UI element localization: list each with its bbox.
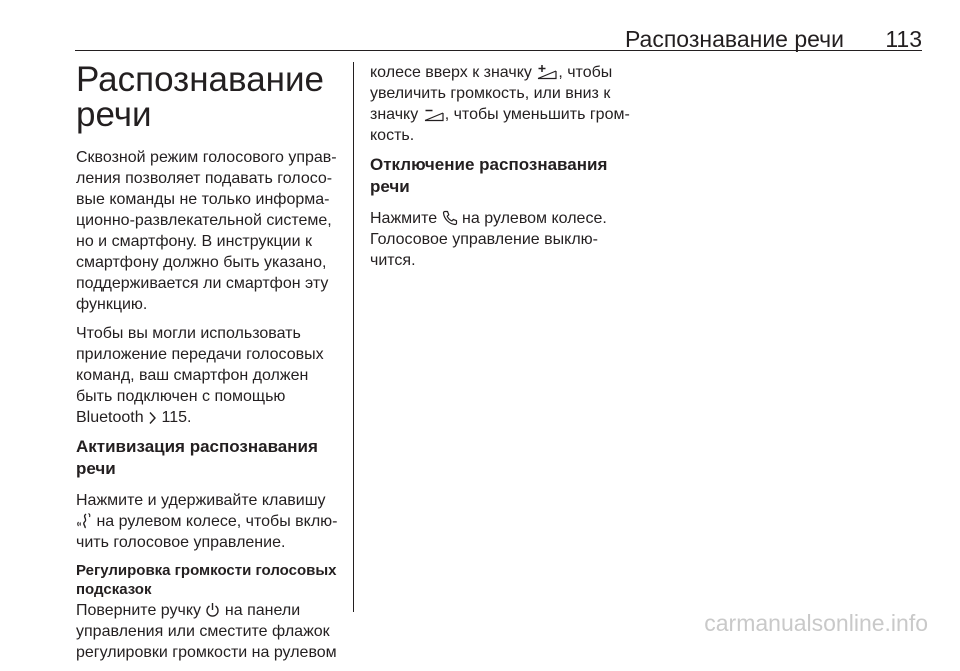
bt-line: Чтобы вы могли использовать bbox=[76, 325, 301, 342]
intro-line: но и смартфону. В инструкции к bbox=[76, 233, 312, 250]
bt-line: команд, ваш смартфон должен bbox=[76, 367, 309, 384]
volume-line: регулировки громкости на рулевом bbox=[76, 644, 337, 661]
activation-line-text: на рулевом колесе, чтобы вклю- bbox=[96, 513, 338, 530]
header-rule bbox=[75, 50, 922, 51]
heading-line: Активизация распознавания bbox=[76, 437, 318, 456]
bluetooth-page-ref[interactable]: 115. bbox=[161, 409, 192, 426]
activation-line: Нажмите и удерживайте клавишу bbox=[76, 492, 326, 509]
cont-line bbox=[370, 104, 645, 125]
section-title bbox=[76, 62, 344, 132]
volume-line bbox=[76, 600, 344, 621]
page-header bbox=[0, 0, 960, 60]
off-paragraph bbox=[370, 208, 645, 271]
heading-line: речи bbox=[76, 459, 116, 478]
cont-line bbox=[370, 62, 645, 83]
volume-line: управления или сместите флажок bbox=[76, 623, 330, 640]
cont-line: кость. bbox=[370, 127, 415, 144]
volume-text: Поверните ручку bbox=[76, 602, 202, 619]
bluetooth-text: Bluetooth bbox=[76, 409, 144, 426]
column-divider bbox=[353, 62, 354, 612]
right-column bbox=[370, 62, 645, 279]
activation-line: чить голосовое управление. bbox=[76, 534, 286, 551]
left-column bbox=[76, 62, 344, 671]
off-line bbox=[370, 208, 645, 229]
bt-ref-line bbox=[76, 407, 344, 428]
header-title: Распознавание речи bbox=[624, 26, 844, 52]
volume-continued-paragraph bbox=[370, 62, 645, 146]
title-line-1: Распознавание bbox=[76, 60, 325, 99]
volume-paragraph bbox=[76, 600, 344, 663]
phone-end-icon bbox=[442, 210, 458, 226]
voice-control-icon bbox=[76, 512, 92, 529]
power-knob-icon bbox=[205, 602, 220, 618]
off-text: Нажмите bbox=[370, 210, 438, 227]
heading-line: речи bbox=[370, 177, 410, 196]
volume-up-icon bbox=[536, 64, 558, 80]
page-ref-arrow-icon bbox=[148, 411, 157, 425]
intro-line: Сквозной режим голосового управ- bbox=[76, 149, 337, 166]
heading-line: Регулировка громкости голосовых bbox=[76, 562, 337, 579]
intro-paragraph bbox=[76, 147, 344, 315]
volume-down-icon bbox=[423, 106, 445, 122]
activation-heading bbox=[76, 436, 344, 480]
heading-line: Отключение распознавания bbox=[370, 155, 608, 174]
bluetooth-paragraph bbox=[76, 323, 344, 428]
cont-line: увеличить громкость, или вниз к bbox=[370, 85, 611, 102]
bt-line: быть подключен с помощью bbox=[76, 388, 286, 405]
cont-text: , чтобы уменьшить гром- bbox=[444, 106, 630, 123]
title-line-2: речи bbox=[76, 95, 152, 134]
heading-line: подсказок bbox=[76, 581, 152, 598]
intro-line: ционно-развлекательной системе, bbox=[76, 212, 332, 229]
cont-text: колесе вверх к значку bbox=[370, 64, 532, 81]
activation-paragraph bbox=[76, 490, 344, 553]
cont-text: значку bbox=[370, 106, 419, 123]
watermark: carmanualsonline.info bbox=[704, 610, 928, 636]
bt-line: приложение передачи голосовых bbox=[76, 346, 324, 363]
activation-line bbox=[76, 511, 344, 532]
page-number: 113 bbox=[885, 26, 922, 52]
off-line: Голосовое управление выклю- bbox=[370, 231, 598, 248]
volume-heading bbox=[76, 561, 344, 599]
intro-line: поддерживается ли смартфон эту bbox=[76, 275, 329, 292]
off-heading bbox=[370, 154, 645, 198]
volume-text: на панели bbox=[224, 602, 301, 619]
intro-line: вые команды не только информа- bbox=[76, 191, 330, 208]
intro-line: функцию. bbox=[76, 296, 148, 313]
off-line: чится. bbox=[370, 252, 416, 269]
intro-line: смартфону должно быть указано, bbox=[76, 254, 327, 271]
off-text: на рулевом колесе. bbox=[462, 210, 607, 227]
cont-text: , чтобы bbox=[558, 64, 613, 81]
intro-line: ления позволяет подавать голосо- bbox=[76, 170, 333, 187]
